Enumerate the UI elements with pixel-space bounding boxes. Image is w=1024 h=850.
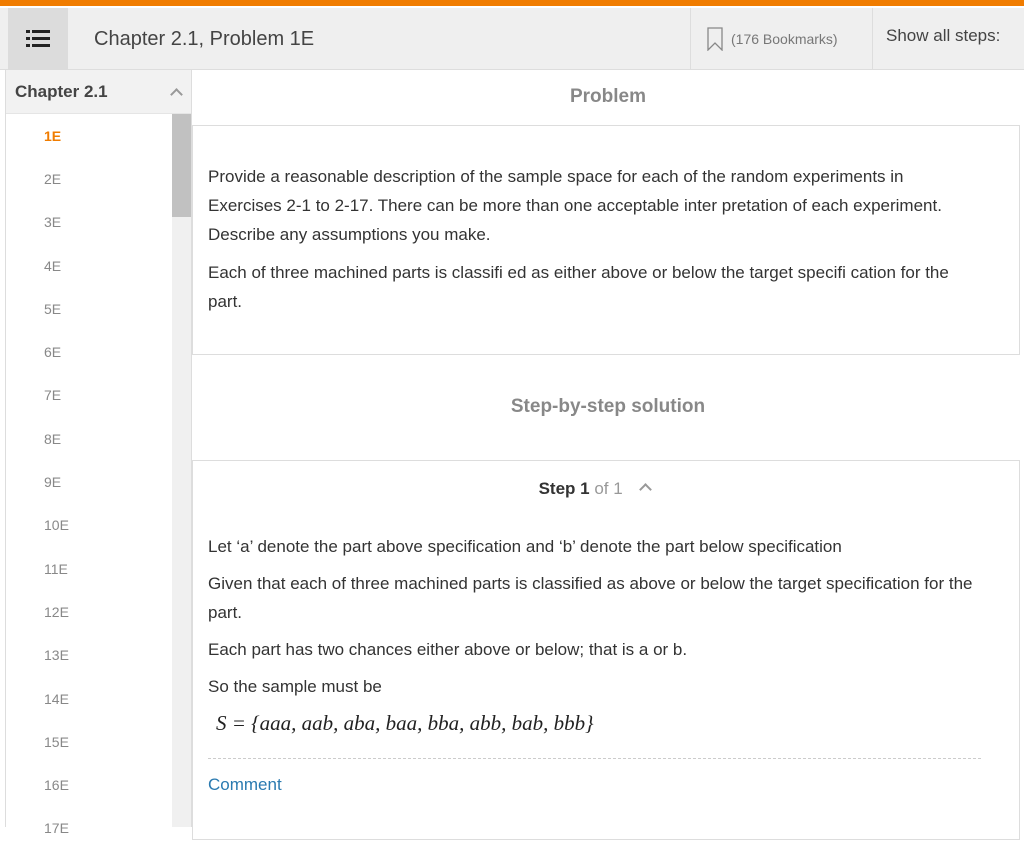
step-label: Step 1 bbox=[538, 479, 590, 498]
step-count: of 1 bbox=[594, 479, 623, 498]
show-all-steps-toggle[interactable]: Show all steps: bbox=[886, 26, 1001, 45]
sidebar-item-1e[interactable]: 1E bbox=[44, 127, 62, 144]
sidebar-item-9e[interactable]: 9E bbox=[44, 474, 62, 491]
step-box bbox=[192, 460, 1020, 840]
sidebar-item-13e[interactable]: 13E bbox=[44, 647, 69, 664]
solution-line: Each part has two chances either above or below; that is a or b. bbox=[208, 640, 688, 659]
list-icon bbox=[26, 29, 50, 49]
bookmark-count: (176 Bookmarks) bbox=[731, 31, 838, 47]
menu-button[interactable] bbox=[8, 8, 68, 70]
chapter-header[interactable] bbox=[6, 70, 191, 114]
sidebar-item-16e[interactable]: 16E bbox=[44, 777, 69, 794]
solution-line: Let ‘a’ denote the part above specification and ‘b’ denote the part below specification bbox=[208, 537, 842, 556]
comment-link[interactable]: Comment bbox=[208, 775, 282, 794]
header bbox=[0, 8, 1024, 70]
sidebar-item-6e[interactable]: 6E bbox=[44, 344, 62, 361]
accent-bar bbox=[0, 0, 1024, 6]
sample-space-formula: S = {aaa, aab, aba, baa, bba, abb, bab, bbb} bbox=[216, 711, 594, 735]
problem-heading: Problem bbox=[569, 86, 647, 107]
scrollbar-thumb[interactable] bbox=[172, 114, 191, 217]
sidebar bbox=[5, 70, 192, 837]
scrollbar[interactable] bbox=[172, 114, 191, 827]
sidebar-item-12e[interactable]: 12E bbox=[44, 603, 69, 620]
chevron-up-icon[interactable] bbox=[640, 483, 653, 496]
solution-line: Given that each of three machined parts is classified as above or below the target specification for the part. bbox=[208, 574, 973, 622]
chevron-up-icon[interactable] bbox=[170, 88, 183, 101]
sidebar-item-15e[interactable]: 15E bbox=[44, 733, 69, 750]
problem-text: Each of three machined parts is classifi ed as either above or below the target specifi cation for the part. bbox=[208, 263, 949, 311]
sidebar-item-3e[interactable]: 3E bbox=[44, 214, 62, 231]
sidebar-item-8e[interactable]: 8E bbox=[44, 430, 62, 447]
problem-text: Provide a reasonable description of the sample space for each of the random experiments in Exercises 2-1 to 2-17. There can be more than one acceptable inter pretation of each experiment. Describe any assumptions you make. bbox=[208, 167, 942, 244]
sidebar-item-2e[interactable]: 2E bbox=[44, 170, 62, 187]
chapter-label: Chapter 2.1 bbox=[15, 81, 108, 101]
sidebar-item-7e[interactable]: 7E bbox=[44, 387, 62, 404]
bookmark-icon bbox=[707, 27, 723, 51]
page-title: Chapter 2.1, Problem 1E bbox=[94, 28, 315, 50]
sidebar-item-10e[interactable]: 10E bbox=[44, 517, 69, 534]
bookmark-button[interactable] bbox=[690, 8, 873, 70]
sidebar-item-5e[interactable]: 5E bbox=[44, 300, 62, 317]
sidebar-item-4e[interactable]: 4E bbox=[44, 257, 62, 274]
solution-heading: Step-by-step solution bbox=[510, 396, 706, 417]
sidebar-item-11e[interactable]: 11E bbox=[44, 560, 68, 577]
divider bbox=[208, 758, 981, 759]
solution-line: So the sample must be bbox=[208, 677, 382, 696]
problem-list bbox=[6, 114, 191, 850]
step-header[interactable] bbox=[208, 479, 981, 499]
problem-box bbox=[192, 125, 1020, 355]
sidebar-item-14e[interactable]: 14E bbox=[44, 690, 69, 707]
sidebar-item-17e[interactable]: 17E bbox=[44, 820, 69, 837]
